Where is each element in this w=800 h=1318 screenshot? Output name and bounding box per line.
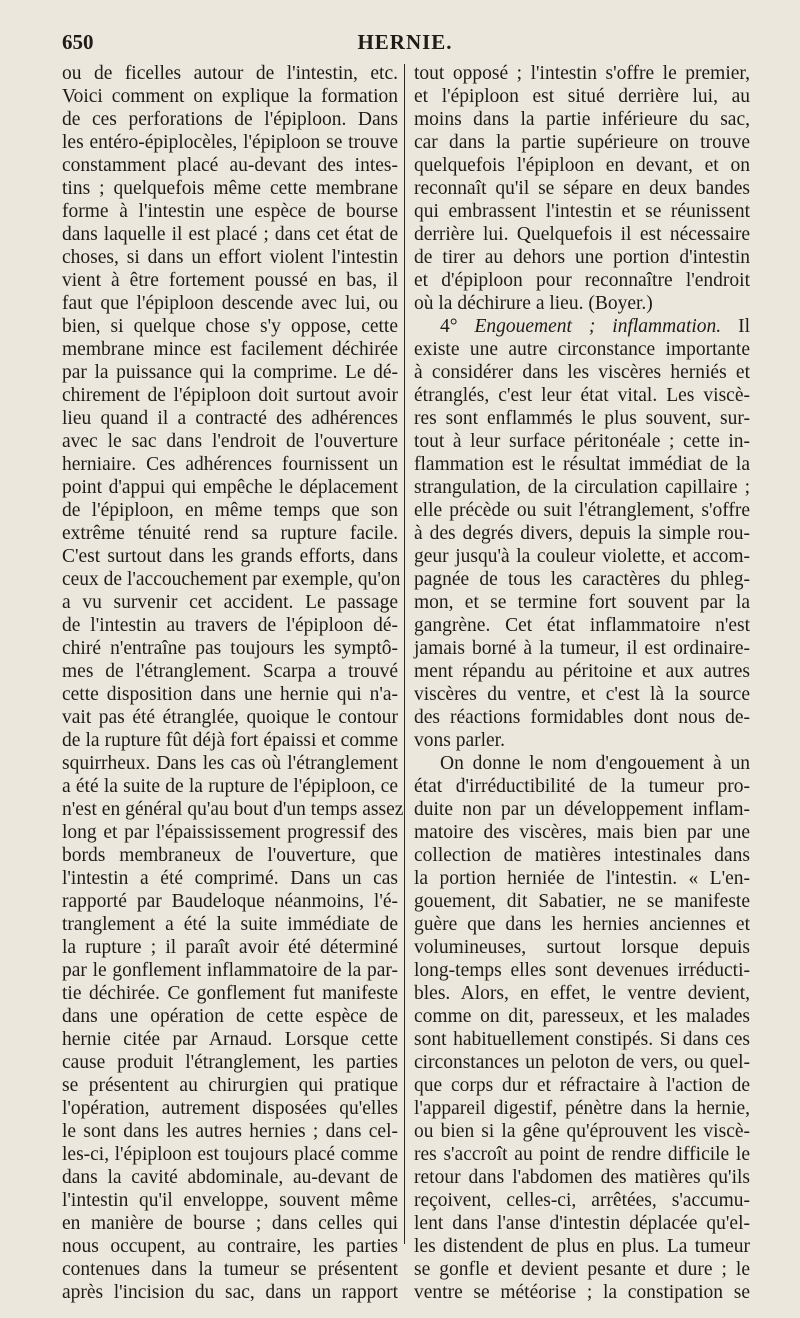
text-line: bles. Alors, en effet, le ventre devient, (414, 983, 750, 1004)
text-line: les-ci, l'épiploon est toujours placé comme (62, 1144, 398, 1165)
text-line: dans laquelle il est placé ; dans cet état de (62, 224, 398, 245)
text-line: avec le sac dans l'endroit de l'ouverture (62, 431, 398, 452)
text-line: les entéro-épiplocèles, l'épiploon se trouve (62, 132, 398, 153)
text-line: qui embrassent l'intestin et se réunissent (414, 201, 750, 222)
text-line: gouement, dit Sabatier, ne se manifeste (414, 891, 750, 912)
text-line: herniaire. Ces adhérences fournissent un (62, 454, 398, 475)
text-line: circonstances un peloton de vers, ou quel- (414, 1052, 750, 1073)
text-line: se gonfle et devient pesante et dure ; le (414, 1259, 750, 1280)
text-line: et d'épiploon pour reconnaître l'endroit (414, 270, 750, 291)
text-line: ou de ficelles autour de l'intestin, etc. (62, 63, 398, 84)
text-line: gangrène. Cet état inflammatoire n'est (414, 615, 750, 636)
text-line: extrême ténuité rend sa rupture facile. (62, 523, 398, 544)
text-line: de l'intestin au travers de l'épiploon dé- (62, 615, 398, 636)
text-line: vient à être fortement poussé en bas, il (62, 270, 398, 291)
text-line: derrière lui. Quelquefois il est nécessaire (414, 224, 750, 245)
text-line: à considérer dans les viscères herniés et (414, 362, 750, 383)
column-divider (404, 64, 405, 1244)
text-line: dans une opération de cette espèce de (62, 1006, 398, 1027)
text-line: viscères du ventre, et c'est là la source (414, 684, 750, 705)
text-line: point d'appui qui empêche le déplacement (62, 477, 398, 498)
section-tail: Il (738, 316, 750, 337)
text-line: a vu survenir cet accident. Le passage (62, 592, 398, 613)
text-line: après l'incision du sac, dans un rapport (62, 1282, 398, 1303)
text-line: tout à leur surface péritonéale ; cette in- (414, 431, 750, 452)
text-line: car dans la partie supérieure on trouve (414, 132, 750, 153)
text-line: lieu quand il a contracté des adhérences (62, 408, 398, 429)
text-line: cette disposition dans une hernie qui n'a- (62, 684, 398, 705)
text-line: res s'accroît au point de rendre difficile le (414, 1144, 750, 1165)
text-line: où la déchirure a lieu. (Boyer.) (414, 293, 653, 314)
text-line: collection de matières intestinales dans (414, 845, 750, 866)
text-line: duite non par un développement inflam- (414, 799, 750, 820)
text-line: C'est surtout dans les grands efforts, dans (62, 546, 398, 567)
text-line: à des degrés divers, depuis la simple rou- (414, 523, 750, 544)
text-line: chirement de l'épiploon doit surtout avoir (62, 385, 398, 406)
text-line: des réactions formidables dont nous de- (414, 707, 750, 728)
text-line: n'est en général qu'au bout d'un temps assez (62, 799, 404, 820)
text-line: bien, si quelque chose s'y oppose, cette (62, 316, 398, 337)
text-line: se présentent au chirurgien qui pratique (62, 1075, 398, 1096)
running-title: HERNIE. (357, 30, 453, 54)
text-line: res sont enflammés le plus souvent, sur- (414, 408, 750, 429)
text-line: chiré n'entraîne pas toujours les symptô- (62, 638, 398, 659)
text-line: tranglement a été la suite immédiate de (62, 914, 398, 935)
text-line: elle précède ou suit l'étranglement, s'offre (414, 500, 750, 521)
text-line: reçoivent, celles-ci, arrêtées, s'accumu- (414, 1190, 750, 1211)
text-line: strangulation, de la circulation capillaire ; (414, 477, 750, 498)
text-line: contenues dans la tumeur se présentent (62, 1259, 398, 1280)
text-line: tie déchirée. Ce gonflement fut manifeste (62, 983, 398, 1004)
text-line: ventre se météorise ; la constipation se (414, 1282, 750, 1303)
section-title: Engouement ; inflammation. (474, 316, 739, 337)
text-line: de ces perforations de l'épiploon. Dans (62, 109, 398, 130)
text-line: rapporté par Baudeloque néanmoins, l'é- (62, 891, 398, 912)
text-line: choses, si dans un effort violent l'intestin (62, 247, 398, 268)
section-number: 4° (440, 316, 475, 337)
text-line: long et par l'épaississement progressif des (62, 822, 398, 843)
text-line: sont habituellement constipés. Si dans ces (414, 1029, 750, 1050)
section-heading (414, 315, 750, 338)
text-line: flammation est le résultat immédiat de la (414, 454, 750, 475)
text-line: par le gonflement inflammatoire de la par- (62, 960, 398, 981)
text-line: matoire des viscères, mais bien par une (414, 822, 750, 843)
text-line: l'intestin a été comprimé. Dans un cas (62, 868, 398, 889)
text-line: On donne le nom d'engouement à un (440, 753, 750, 774)
text-line: comme on dit, paresseux, et les malades (414, 1006, 750, 1027)
text-line: quelquefois l'épiploon en devant, et on (414, 155, 750, 176)
text-line: forme à l'intestin une espèce de bourse (62, 201, 398, 222)
text-line: pagnée de tous les caractères du phleg- (414, 569, 750, 590)
text-line: ment répandu au péritoine et aux autres (414, 661, 750, 682)
text-line: le sont dans les autres hernies ; dans cel- (62, 1121, 398, 1142)
text-line: geur jusqu'à la couleur violette, et accom- (414, 546, 750, 567)
right-text-column (414, 62, 750, 1303)
text-line: squirrheux. Dans les cas où l'étranglement (62, 753, 398, 774)
text-line: hernie citée par Arnaud. Lorsque cette (62, 1029, 398, 1050)
text-line: faut que l'épiploon descende avec lui, ou (62, 293, 398, 314)
text-line: moins dans la partie inférieure du sac, (414, 109, 750, 130)
text-line: retour dans l'abdomen des matières qu'ils (414, 1167, 750, 1188)
text-line: tout opposé ; l'intestin s'offre le premier, (414, 63, 750, 84)
text-line: vait pas été étranglée, quoique le contour (62, 707, 398, 728)
running-header (62, 30, 748, 60)
text-line: bords membraneux de l'ouverture, que (62, 845, 398, 866)
text-line: de la rupture fût déjà fort épaissi et comme (62, 730, 398, 751)
text-line: jamais borné à la tumeur, il est ordinaire- (414, 638, 750, 659)
text-line: en manière de bourse ; dans celles qui (62, 1213, 398, 1234)
text-line: mon, et se termine fort souvent par la (414, 592, 750, 613)
text-line: de tirer au dehors une portion d'intestin (414, 247, 750, 268)
text-line: a été la suite de la rupture de l'épiploon, ce (62, 776, 398, 797)
text-line: la rupture ; il paraît avoir été déterminé (62, 937, 398, 958)
text-line: étranglés, c'est leur état vital. Les viscè- (414, 385, 750, 406)
text-line: long-temps elles sont devenues irréducti- (414, 960, 750, 981)
text-line: existe une autre circonstance importante (414, 339, 750, 360)
text-line: les distendent de plus en plus. La tumeur (414, 1236, 750, 1257)
text-line: que corps dur et réfractaire à l'action de (414, 1075, 750, 1096)
text-line: état d'irréductibilité de la tumeur pro- (414, 776, 750, 797)
text-line: volumineuses, surtout lorsque depuis (414, 937, 750, 958)
text-line: et l'épiploon est situé derrière lui, au (414, 86, 750, 107)
text-line: guère que dans les hernies anciennes et (414, 914, 750, 935)
text-line: vons parler. (414, 730, 505, 751)
text-line: par la puissance qui la comprime. Le dé- (62, 362, 398, 383)
text-line: l'opération, autrement disposées qu'elles (62, 1098, 398, 1119)
text-line: lent dans l'anse d'intestin déplacée qu'el- (414, 1213, 750, 1234)
text-line: Voici comment on explique la formation (62, 86, 398, 107)
text-line: dans la cavité abdominale, au-devant de (62, 1167, 398, 1188)
text-line: ceux de l'accouchement par exemple, qu'on (62, 569, 401, 590)
text-line: nous occupent, au contraire, les parties (62, 1236, 398, 1257)
text-line: reconnaît qu'il se sépare en deux bandes (414, 178, 750, 199)
text-line: cause produit l'étranglement, les parties (62, 1052, 398, 1073)
text-line: mes de l'étranglement. Scarpa a trouvé (62, 661, 398, 682)
text-line: membrane mince est facilement déchirée (62, 339, 398, 360)
left-text-column (62, 62, 404, 1303)
text-line: ou bien si la gêne qu'éprouvent les viscè- (414, 1121, 750, 1142)
text-line: de l'épiploon, en même temps que son (62, 500, 398, 521)
text-line: l'appareil digestif, pénètre dans la hernie, (414, 1098, 750, 1119)
text-line: constamment placé au-devant des intes- (62, 155, 398, 176)
page-number: 650 (62, 30, 94, 54)
text-line: l'intestin qu'il enveloppe, souvent même (62, 1190, 398, 1211)
text-line: tins ; quelquefois même cette membrane (62, 178, 398, 199)
text-line: la portion herniée de l'intestin. « L'en- (414, 868, 750, 889)
